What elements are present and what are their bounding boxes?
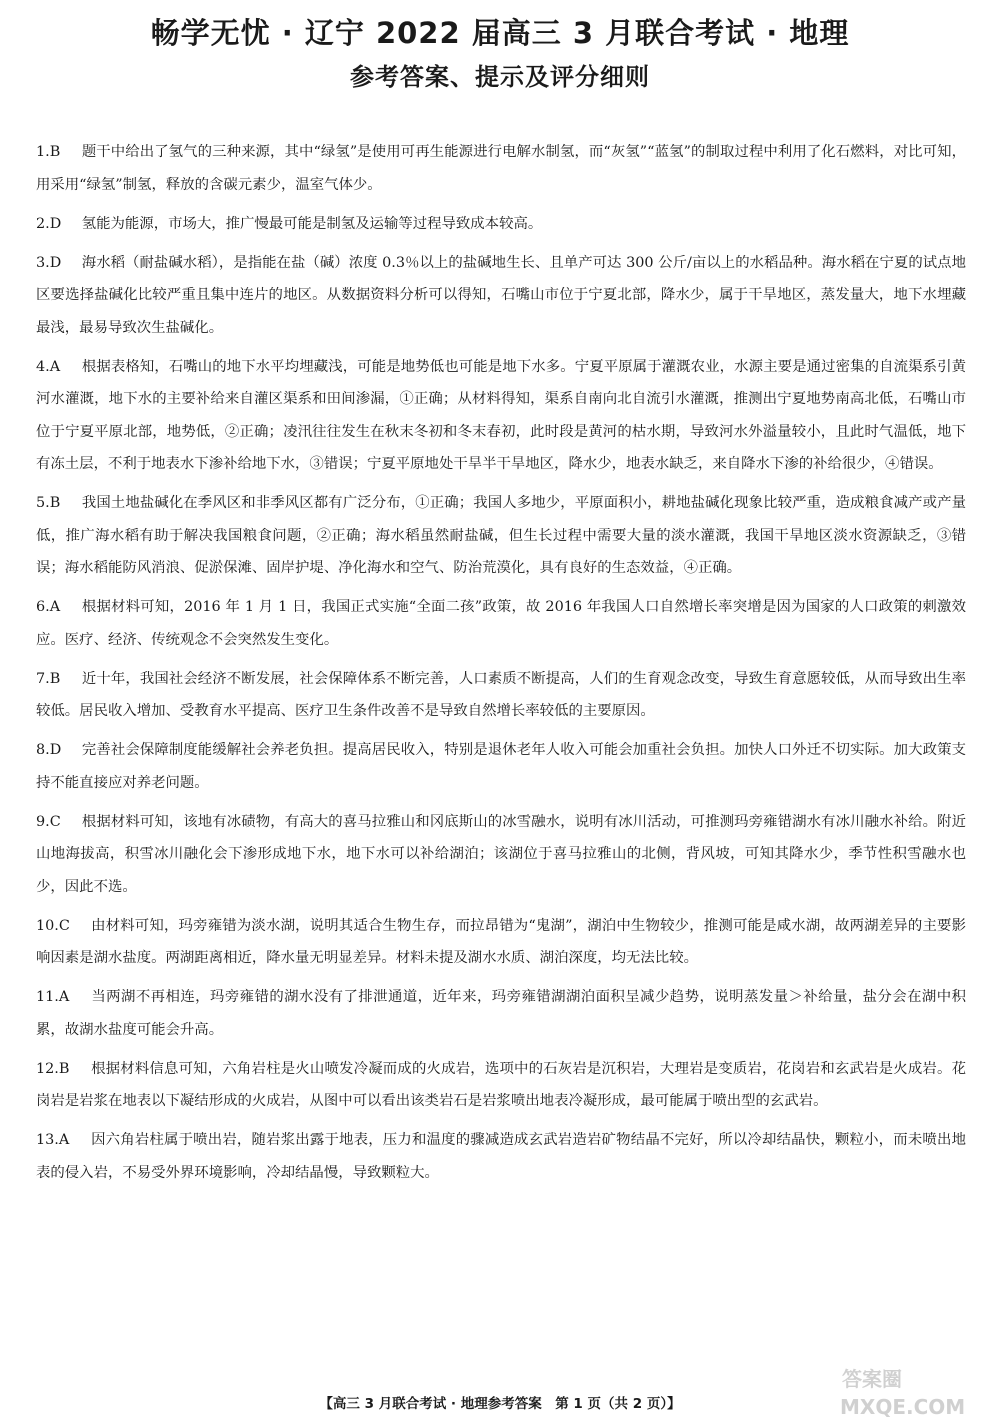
- page-subtitle: 参考答案、提示及评分细则: [350, 63, 650, 91]
- answer-explanation: 当两湖不再相连，玛旁雍错的湖水没有了排泄通道，近年来，玛旁雍错湖湖泊面积呈减少趋势，说明蒸发量＞补给量，盐分会在湖中积累，故湖水盐度可能会升高。: [36, 989, 966, 1038]
- answer-choice: C: [49, 813, 61, 830]
- answer-number: 7.: [36, 670, 50, 687]
- answer-explanation: 完善社会保障制度能缓解社会养老负担。提高居民收入，特别是退休老年人收入可能会加重社会负担。加快人口外迁不切实际。加大政策支持不能直接应对养老问题。: [36, 742, 966, 791]
- answer-explanation: 因六角岩柱属于喷出岩，随岩浆出露于地表，压力和温度的骤减造成玄武岩造岩矿物结晶不完好，所以冷却结晶快，颗粒小，而未喷出地表的侵入岩，不易受外界环境影响，冷却结晶慢，导致颗粒大。: [36, 1132, 966, 1181]
- answer-item: [36, 910, 966, 975]
- answer-list: [36, 136, 966, 1196]
- answer-explanation: 海水稻（耐盐碱水稻），是指能在盐（碱）浓度 0.3％以上的盐碱地生长、且单产可达 300 公斤/亩以上的水稻品种。海水稻在宁夏的试点地区要选择盐碱化比较严重且集中连片的地区。从数据资料分析可以得知，石嘴山市位于宁夏北部，降水少，属于干旱地区，蒸发量大，地下水埋藏最浅，最易导致次生盐碱化。: [36, 254, 966, 336]
- answer-choice: D: [49, 215, 62, 232]
- answer-number: 1.: [36, 144, 50, 160]
- answer-item: [36, 208, 966, 241]
- answer-explanation: 近十年，我国社会经济不断发展，社会保障体系不断完善，人口素质不断提高，人们的生育观念改变，导致生育意愿较低，从而导致出生率较低。居民收入增加、受教育水平提高、医疗卫生条件改善不是导致自然增长率较低的主要原因。: [36, 670, 966, 719]
- answer-item: [36, 351, 966, 481]
- answer-choice: A: [49, 358, 61, 375]
- answer-explanation: 氢能为能源，市场大，推广慢最可能是制氢及运输等过程导致成本较高。: [81, 215, 543, 232]
- answer-number: 9.: [36, 813, 50, 830]
- answer-explanation: 题干中给出了氢气的三种来源，其中“绿氢”是使用可再生能源进行电解水制氢，而“灰氢”“蓝氢”的制取过程中利用了化石燃料，对比可知，用采用“绿氢”制氢，释放的含碳元素少，温室气体少。: [36, 144, 966, 193]
- answer-explanation: 我国土地盐碱化在季风区和非季风区都有广泛分布，①正确；我国人多地少，平原面积小，耕地盐碱化现象比较严重，造成粮食减产或产量低，推广海水稻有助于解决我国粮食问题，②正确；海水稻虽然耐盐碱，但生长过程中需要大量的淡水灌溉，我国干旱地区淡水资源缺乏，③错误；海水稻能防风消浪、促淤保滩、固岸护堤、净化海水和空气、防治荒漠化，具有良好的生态效益，④正确。: [36, 495, 966, 576]
- answer-choice: A: [58, 1132, 70, 1148]
- answer-choice: B: [58, 1060, 70, 1077]
- answer-choice: D: [49, 742, 62, 758]
- answer-item: [36, 806, 966, 904]
- answer-item: [36, 487, 966, 585]
- answer-explanation: 根据表格知，石嘴山的地下水平均埋藏浅，可能是地势低也可能是地下水多。宁夏平原属于灌溉农业，水源主要是通过密集的自流渠系引黄河水灌溉，地下水的主要补给来自灌区渠系和田间渗漏，①正确；从材料得知，渠系自南向北自流引水灌溉，推测出宁夏地势南高北低，石嘴山市位于宁夏平原北部，地势低，②正确；凌汛往往发生在秋末冬初和冬末春初，此时段是黄河的枯水期，导致河水外溢量较小，且此时气温低，地下有冻土层，不利于地表水下渗补给地下水，③错误；宁夏平原地处干旱半干旱地区，降水少，地表水缺乏，来自降水下渗的补给很少，④错误。: [36, 358, 966, 472]
- answer-number: 8.: [36, 742, 50, 758]
- answer-explanation: 根据材料信息可知，六角岩柱是火山喷发冷凝而成的火成岩，选项中的石灰岩是沉积岩，大理岩是变质岩，花岗岩和玄武岩是火成岩。花岗岩是岩浆在地表以下凝结形成的火成岩，从图中可以看出该类岩石是岩浆喷出地表冷凝形成，最可能属于喷出型的玄武岩。: [36, 1060, 966, 1109]
- answer-choice: A: [49, 599, 61, 615]
- answer-item: [36, 136, 966, 201]
- page-footer: 【高三 3 月联合考试 · 地理参考答案 第 1 页（共 2 页）】: [319, 1396, 681, 1412]
- answer-item: [36, 663, 966, 728]
- page-title: 畅学无忧 · 辽宁 2022 届高三 3 月联合考试 · 地理: [150, 16, 850, 50]
- answer-explanation: 由材料可知，玛旁雍错为淡水湖，说明其适合生物生存，而拉昂错为“鬼湖”，湖泊中生物较少，推测可能是咸水湖，故两湖差异的主要影响因素是湖水盐度。两湖距离相近，降水量无明显差异。材料未提及湖水水质、湖泊深度，均无法比较。: [36, 917, 966, 966]
- answer-choice: C: [58, 917, 70, 934]
- answer-number: 12.: [36, 1060, 59, 1077]
- answer-item: [36, 734, 966, 799]
- answer-number: 13.: [36, 1132, 59, 1148]
- answer-choice: D: [49, 254, 62, 271]
- watermark-logo-text: 答案圈: [842, 1367, 902, 1391]
- answer-explanation: 根据材料可知，2016 年 1 月 1 日，我国正式实施“全面二孩”政策，故 2016 年我国人口自然增长率突增是因为国家的人口政策的刺激效应。医疗、经济、传统观念不会突然发生变化。: [36, 599, 966, 648]
- page-header: [0, 14, 1000, 94]
- answer-choice: B: [49, 144, 61, 160]
- answer-number: 4.: [36, 358, 50, 375]
- answer-number: 10.: [36, 917, 59, 934]
- answer-choice: A: [58, 989, 70, 1005]
- watermark-site-text: MXQE.COM: [840, 1395, 966, 1419]
- answer-item: [36, 1124, 966, 1189]
- answer-number: 6.: [36, 599, 50, 615]
- answer-item: [36, 247, 966, 345]
- answer-item: [36, 981, 966, 1046]
- answer-item: [36, 1053, 966, 1118]
- answer-item: [36, 591, 966, 656]
- answer-number: 2.: [36, 215, 50, 232]
- answer-number: 11.: [36, 989, 59, 1005]
- answer-choice: B: [49, 495, 61, 511]
- answer-number: 3.: [36, 254, 50, 271]
- answer-choice: B: [49, 670, 61, 687]
- answer-number: 5.: [36, 495, 50, 511]
- watermark-logo: [836, 1360, 986, 1422]
- answer-explanation: 根据材料可知，该地有冰碛物，有高大的喜马拉雅山和冈底斯山的冰雪融水，说明有冰川活动，可推测玛旁雍错湖水有冰川融水补给。附近山地海拔高，积雪冰川融化会下渗形成地下水，地下水可以补给湖泊；该湖位于喜马拉雅山的北侧，背风坡，可知其降水少，季节性积雪融水也少，因此不选。: [36, 813, 966, 895]
